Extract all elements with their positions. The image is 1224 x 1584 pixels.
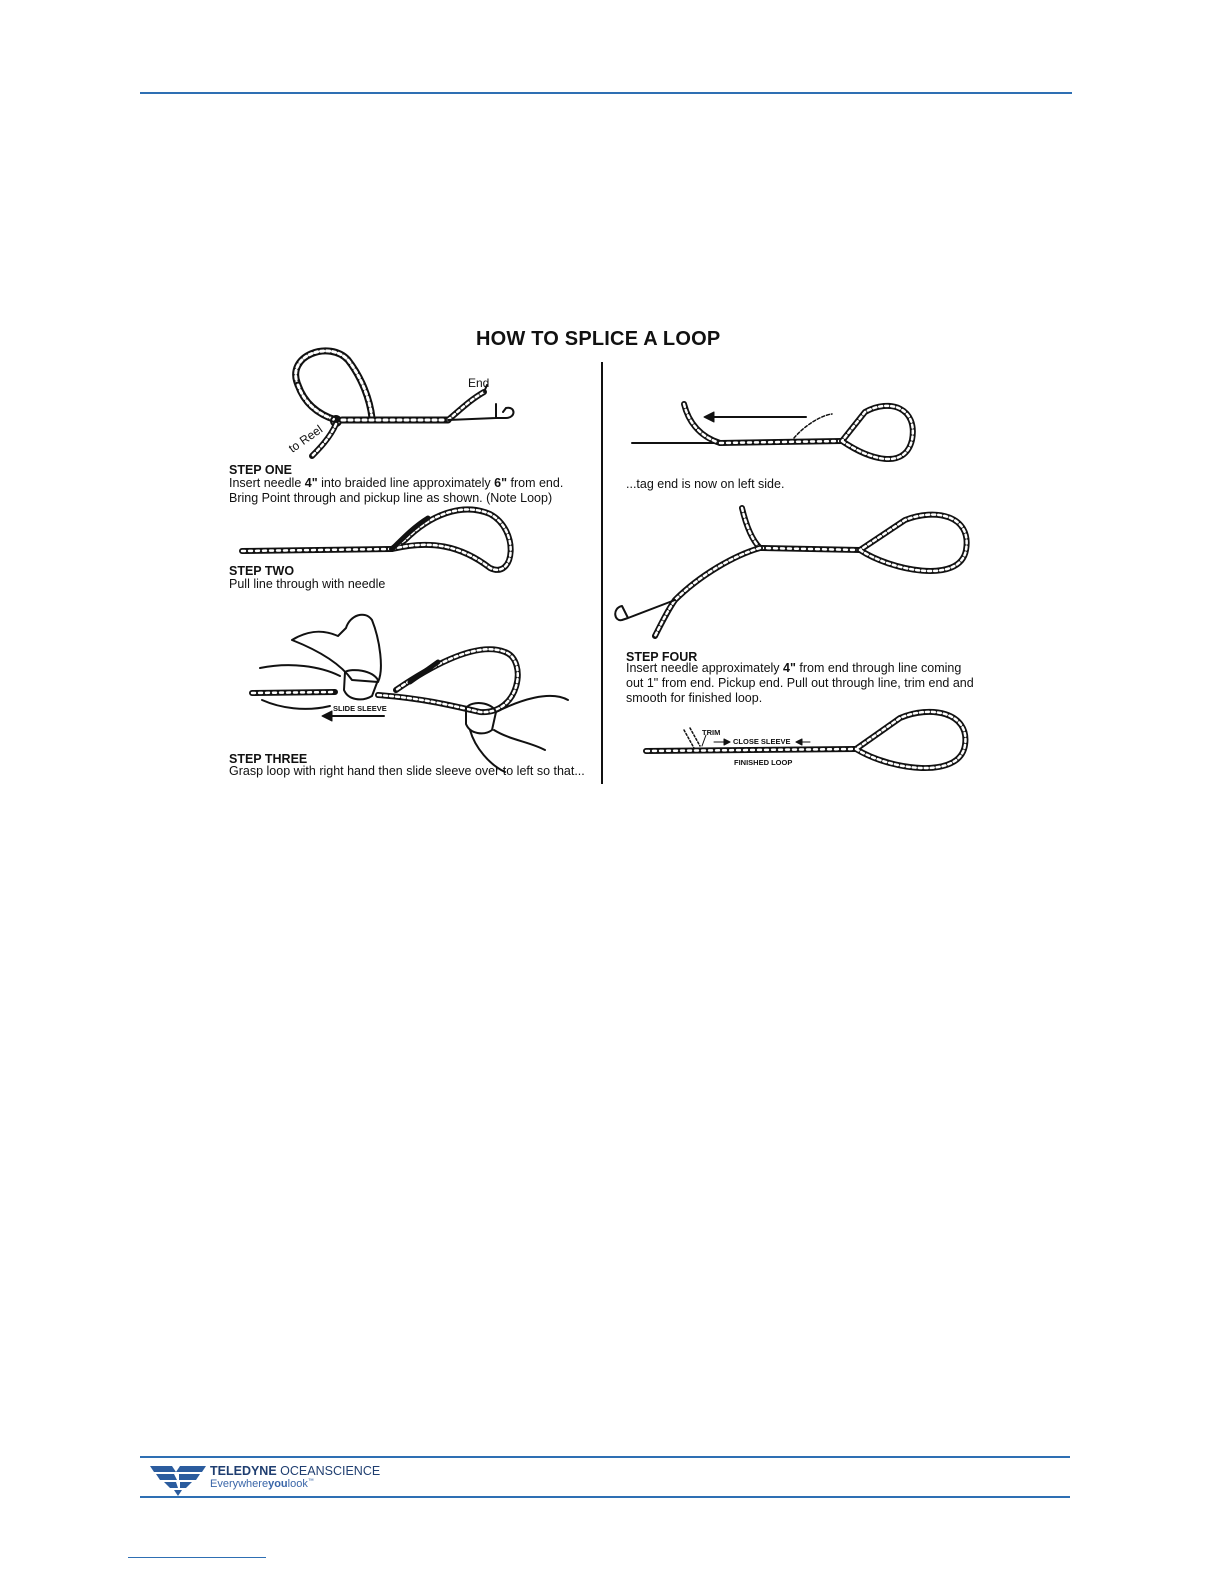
step-two-illustration [242, 509, 511, 569]
footnote-rule [128, 1557, 266, 1558]
step-one-text-d: 6" [494, 476, 508, 490]
step-two-line-1: Pull line through with needle [229, 577, 386, 591]
finished-loop-illustration [646, 712, 965, 768]
step-four-line-3: smooth for finished loop. [626, 691, 763, 705]
step-four-line-2: out 1" from end. Pickup end. Pull out through line, trim end and [626, 676, 974, 690]
step-four-heading: STEP FOUR [626, 650, 698, 664]
step-one-line-1 [229, 476, 563, 490]
step-one-text-b: 4" [304, 476, 318, 490]
close-sleeve-label: CLOSE SLEEVE [733, 737, 791, 746]
step-four-illustration [615, 508, 966, 636]
teledyne-logo-icon [150, 1462, 206, 1496]
step-one-text-c: into braided line approximately [317, 476, 495, 490]
finished-loop-label: FINISHED LOOP [734, 758, 793, 767]
slide-sleeve-label: SLIDE SLEEVE [333, 704, 387, 713]
step-one-text-e: from end. [507, 476, 564, 490]
to-reel-label: to Reel [286, 422, 326, 456]
tagline-part-a: Everywhere [210, 1478, 269, 1490]
step-two-heading: STEP TWO [229, 564, 295, 578]
step-four-text-b: 4" [783, 661, 796, 675]
step-one-line-2: Bring Point through and pickup line as shown. (Note Loop) [229, 491, 553, 505]
footer-top-rule [140, 1456, 1070, 1458]
tag-end-illustration [632, 404, 913, 459]
end-label: End [468, 376, 490, 390]
tagline-part-b: you [268, 1478, 288, 1490]
brand-name [210, 1464, 380, 1478]
step-one-text-a: Insert needle [229, 476, 305, 490]
step-one-heading: STEP ONE [229, 463, 292, 477]
footer-bottom-rule [140, 1496, 1070, 1498]
brand-name-rest: OCEANSCIENCE [276, 1464, 381, 1478]
step-four-line-1 [626, 661, 961, 675]
step-one-illustration [296, 351, 514, 456]
step-four-text-c: from end through line coming [795, 661, 962, 675]
step-three-illustration [252, 615, 568, 772]
trim-label: TRIM [702, 728, 721, 737]
step-three-heading: STEP THREE [229, 752, 308, 766]
diagram-title: HOW TO SPLICE A LOOP [476, 328, 721, 350]
step-four-text-a: Insert needle approximately [626, 661, 784, 675]
brand-tagline [210, 1478, 314, 1490]
step-three-line-1: Grasp loop with right hand then slide sleeve over to left so that... [229, 764, 585, 778]
tagline-trademark: ™ [307, 1478, 314, 1485]
continuation-text: ...tag end is now on left side. [626, 477, 785, 491]
brand-name-bold: TELEDYNE [210, 1464, 277, 1478]
tagline-part-c: look [287, 1478, 308, 1490]
